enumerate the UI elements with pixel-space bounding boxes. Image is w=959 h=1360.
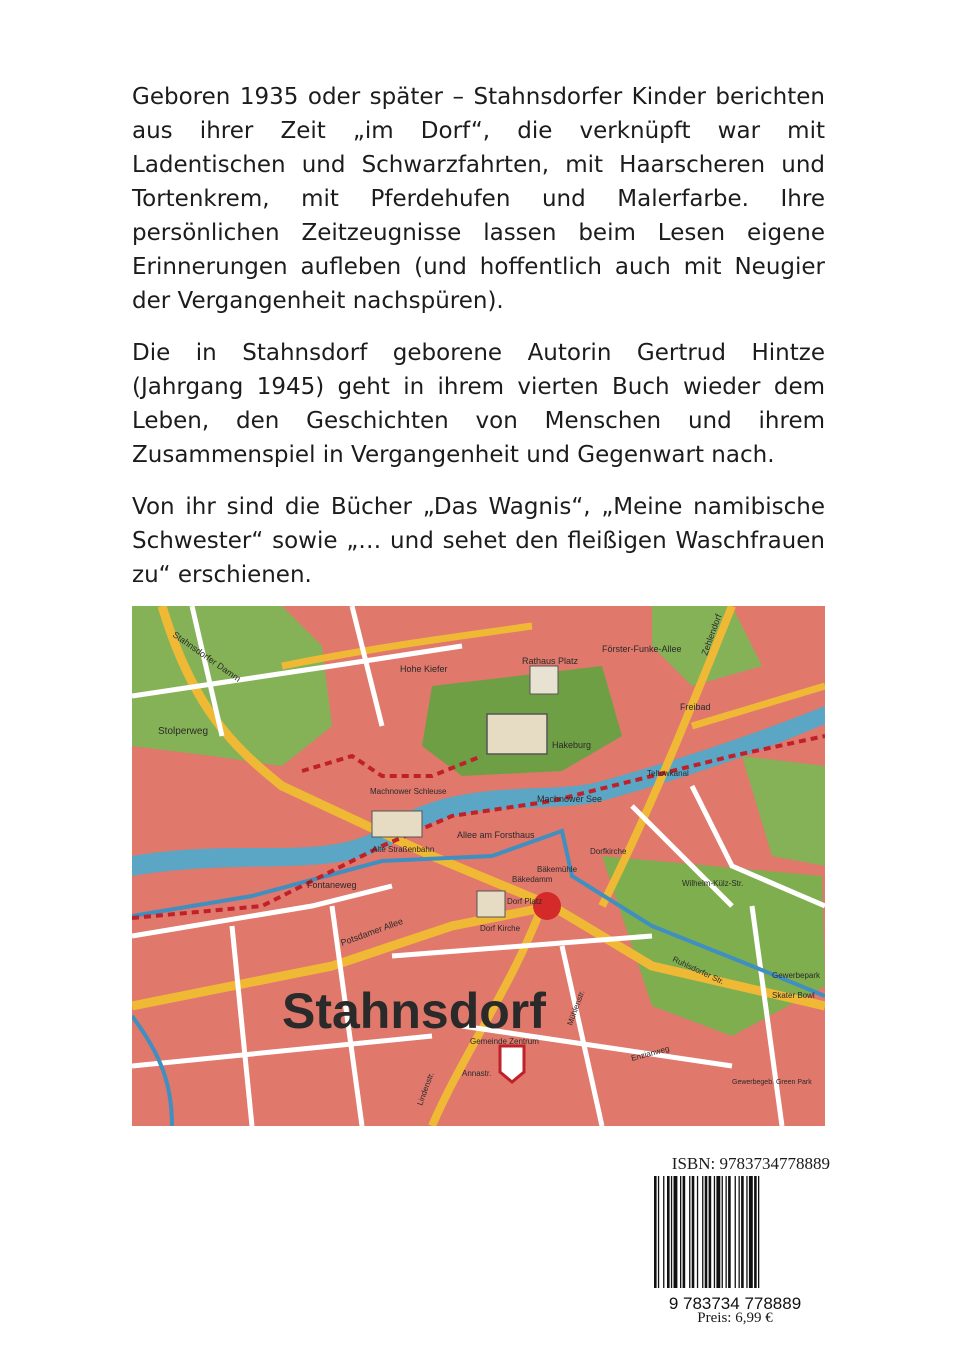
barcode-bar <box>722 1176 723 1288</box>
rathaus-icon <box>530 666 558 694</box>
barcode-digits: 9 783734 778889 <box>668 1294 802 1313</box>
barcode-bar <box>714 1176 715 1288</box>
blurb-paragraph-3: Von ihr sind die Bücher „Das Wagnis“, „Meine namibische Schwester“ sowie „… und sehet den fleißigen Waschfrauen zu“ erschienen. <box>132 494 825 588</box>
barcode-bar <box>654 1176 657 1288</box>
barcode-bar <box>741 1176 744 1288</box>
label-baekemuehle: Bäkemühle <box>537 865 578 874</box>
barcode-bar <box>728 1176 731 1288</box>
map-title: Stahnsdorf <box>282 983 546 1039</box>
barcode-bar <box>758 1176 759 1288</box>
label-skater-bowl: Skater Bowl <box>772 991 815 1000</box>
label-gemeinde-zentrum: Gemeinde Zentrum <box>470 1037 539 1046</box>
label-enzianweg: Enzianweg <box>630 1044 671 1063</box>
map-illustration <box>132 606 825 1126</box>
blurb-paragraph-1: Geboren 1935 oder später – Stahnsdorfer Kinder berichten aus ihrer Zeit „im Dorf“, die verknüpft war mit Ladentischen und Schwarzfahrten, mit Haarscheren und Tortenkrem, mit Pferdehufen und Malerfarbe. Ihre persönlichen Zeitzeugnisse lassen beim Lesen eigene Erinnerungen aufleben (und hoffentlich auch mit Neugier der Vergangenheit nachspüren). <box>132 84 825 314</box>
coat-of-arms-icon <box>500 1046 524 1082</box>
town-map-photo <box>132 606 825 1126</box>
barcode-bar <box>674 1176 678 1288</box>
barcode-bar <box>667 1176 670 1288</box>
label-hohe-kiefer: Hohe Kiefer <box>400 664 448 674</box>
barcode-bar <box>671 1176 672 1288</box>
label-zehlendorf: Zehlendorf <box>699 612 724 657</box>
barcode-bar <box>689 1176 690 1288</box>
label-stolperweg: Stolperweg <box>158 726 209 737</box>
label-machnower-see: Machnower See <box>537 794 603 804</box>
label-freibad: Freibad <box>680 702 711 712</box>
barcode-bar <box>739 1176 740 1288</box>
bike-route <box>132 1016 172 1126</box>
label-alte-strassenbahn: Alte Straßenbahn <box>372 845 435 854</box>
barcode-bar <box>692 1176 695 1288</box>
label-baekedamm: Bäkedamm <box>512 875 553 884</box>
label-muehlenstr: Mühlenstr. <box>565 988 587 1027</box>
isbn-line <box>640 1154 830 1174</box>
hakeburg-castle-icon <box>487 714 547 754</box>
isbn-label: ISBN: <box>671 1154 716 1173</box>
label-foerster-funke-allee: Förster-Funke-Allee <box>602 644 682 654</box>
label-stahnsdorfer-damm: Stahnsdorfer Damm <box>170 629 243 684</box>
barcode-bar <box>749 1176 753 1288</box>
label-potsdamer-allee: Potsdamer Allee <box>339 916 405 948</box>
price: Preis: 6,99 € <box>697 1310 773 1326</box>
label-machnower-schleuse: Machnower Schleuse <box>370 787 447 796</box>
label-dorf-kirche: Dorf Kirche <box>480 924 521 933</box>
label-hakeburg: Hakeburg <box>552 740 592 750</box>
label-gewerbegebiet: Gewerbegeb. Green Park <box>732 1079 812 1086</box>
label-fontaneweg: Fontaneweg <box>307 880 357 890</box>
label-gewerbepark: Gewerbepark <box>772 971 821 980</box>
label-teltowkanal: Teltowkanal <box>647 769 689 778</box>
barcode <box>640 1176 830 1314</box>
barcode-bar <box>746 1176 747 1288</box>
label-dorf-platz: Dorf Platz <box>507 897 543 906</box>
barcode-bar <box>683 1176 686 1288</box>
barcode-bar <box>754 1176 757 1288</box>
dorfkirche-icon <box>477 891 505 917</box>
label-wilhelm-kuelz-str: Wilhelm-Külz-Str. <box>682 879 744 888</box>
barcode-bar <box>658 1176 659 1288</box>
barcode-bar <box>709 1176 712 1288</box>
back-cover-blurb <box>132 80 825 610</box>
barcode-bar <box>680 1176 681 1288</box>
schleuse-icon <box>372 811 422 837</box>
label-allee-am-forsthaus: Allee am Forsthaus <box>457 830 535 840</box>
barcode-bar <box>716 1176 720 1288</box>
label-ruhlsdorfer-str: Ruhlsdorfer Str. <box>671 954 726 987</box>
label-rathaus-platz: Rathaus Platz <box>522 656 579 666</box>
barcode-bar <box>705 1176 708 1288</box>
barcode-bar <box>702 1176 703 1288</box>
blurb-paragraph-2: Die in Stahnsdorf geborene Autorin Gertrud Hintze (Jahrgang 1945) geht in ihrem vierten Buch wieder dem Leben, den Geschichten von Menschen und ihrem Zusammenspiel in Vergangenheit und Gegenwart nach. <box>132 340 825 468</box>
isbn-number: 9783734778889 <box>719 1154 830 1173</box>
barcode-bar <box>663 1176 664 1288</box>
label-dorfkirche: Dorfkirche <box>590 847 627 856</box>
barcode-bars <box>654 1176 759 1288</box>
label-annastr: Annastr. <box>462 1069 492 1078</box>
map-green-area <box>742 756 825 866</box>
barcode-bar <box>735 1176 736 1288</box>
barcode-bar <box>726 1176 727 1288</box>
label-lindenstr: Lindenstr. <box>415 1070 436 1107</box>
barcode-bar <box>697 1176 698 1288</box>
